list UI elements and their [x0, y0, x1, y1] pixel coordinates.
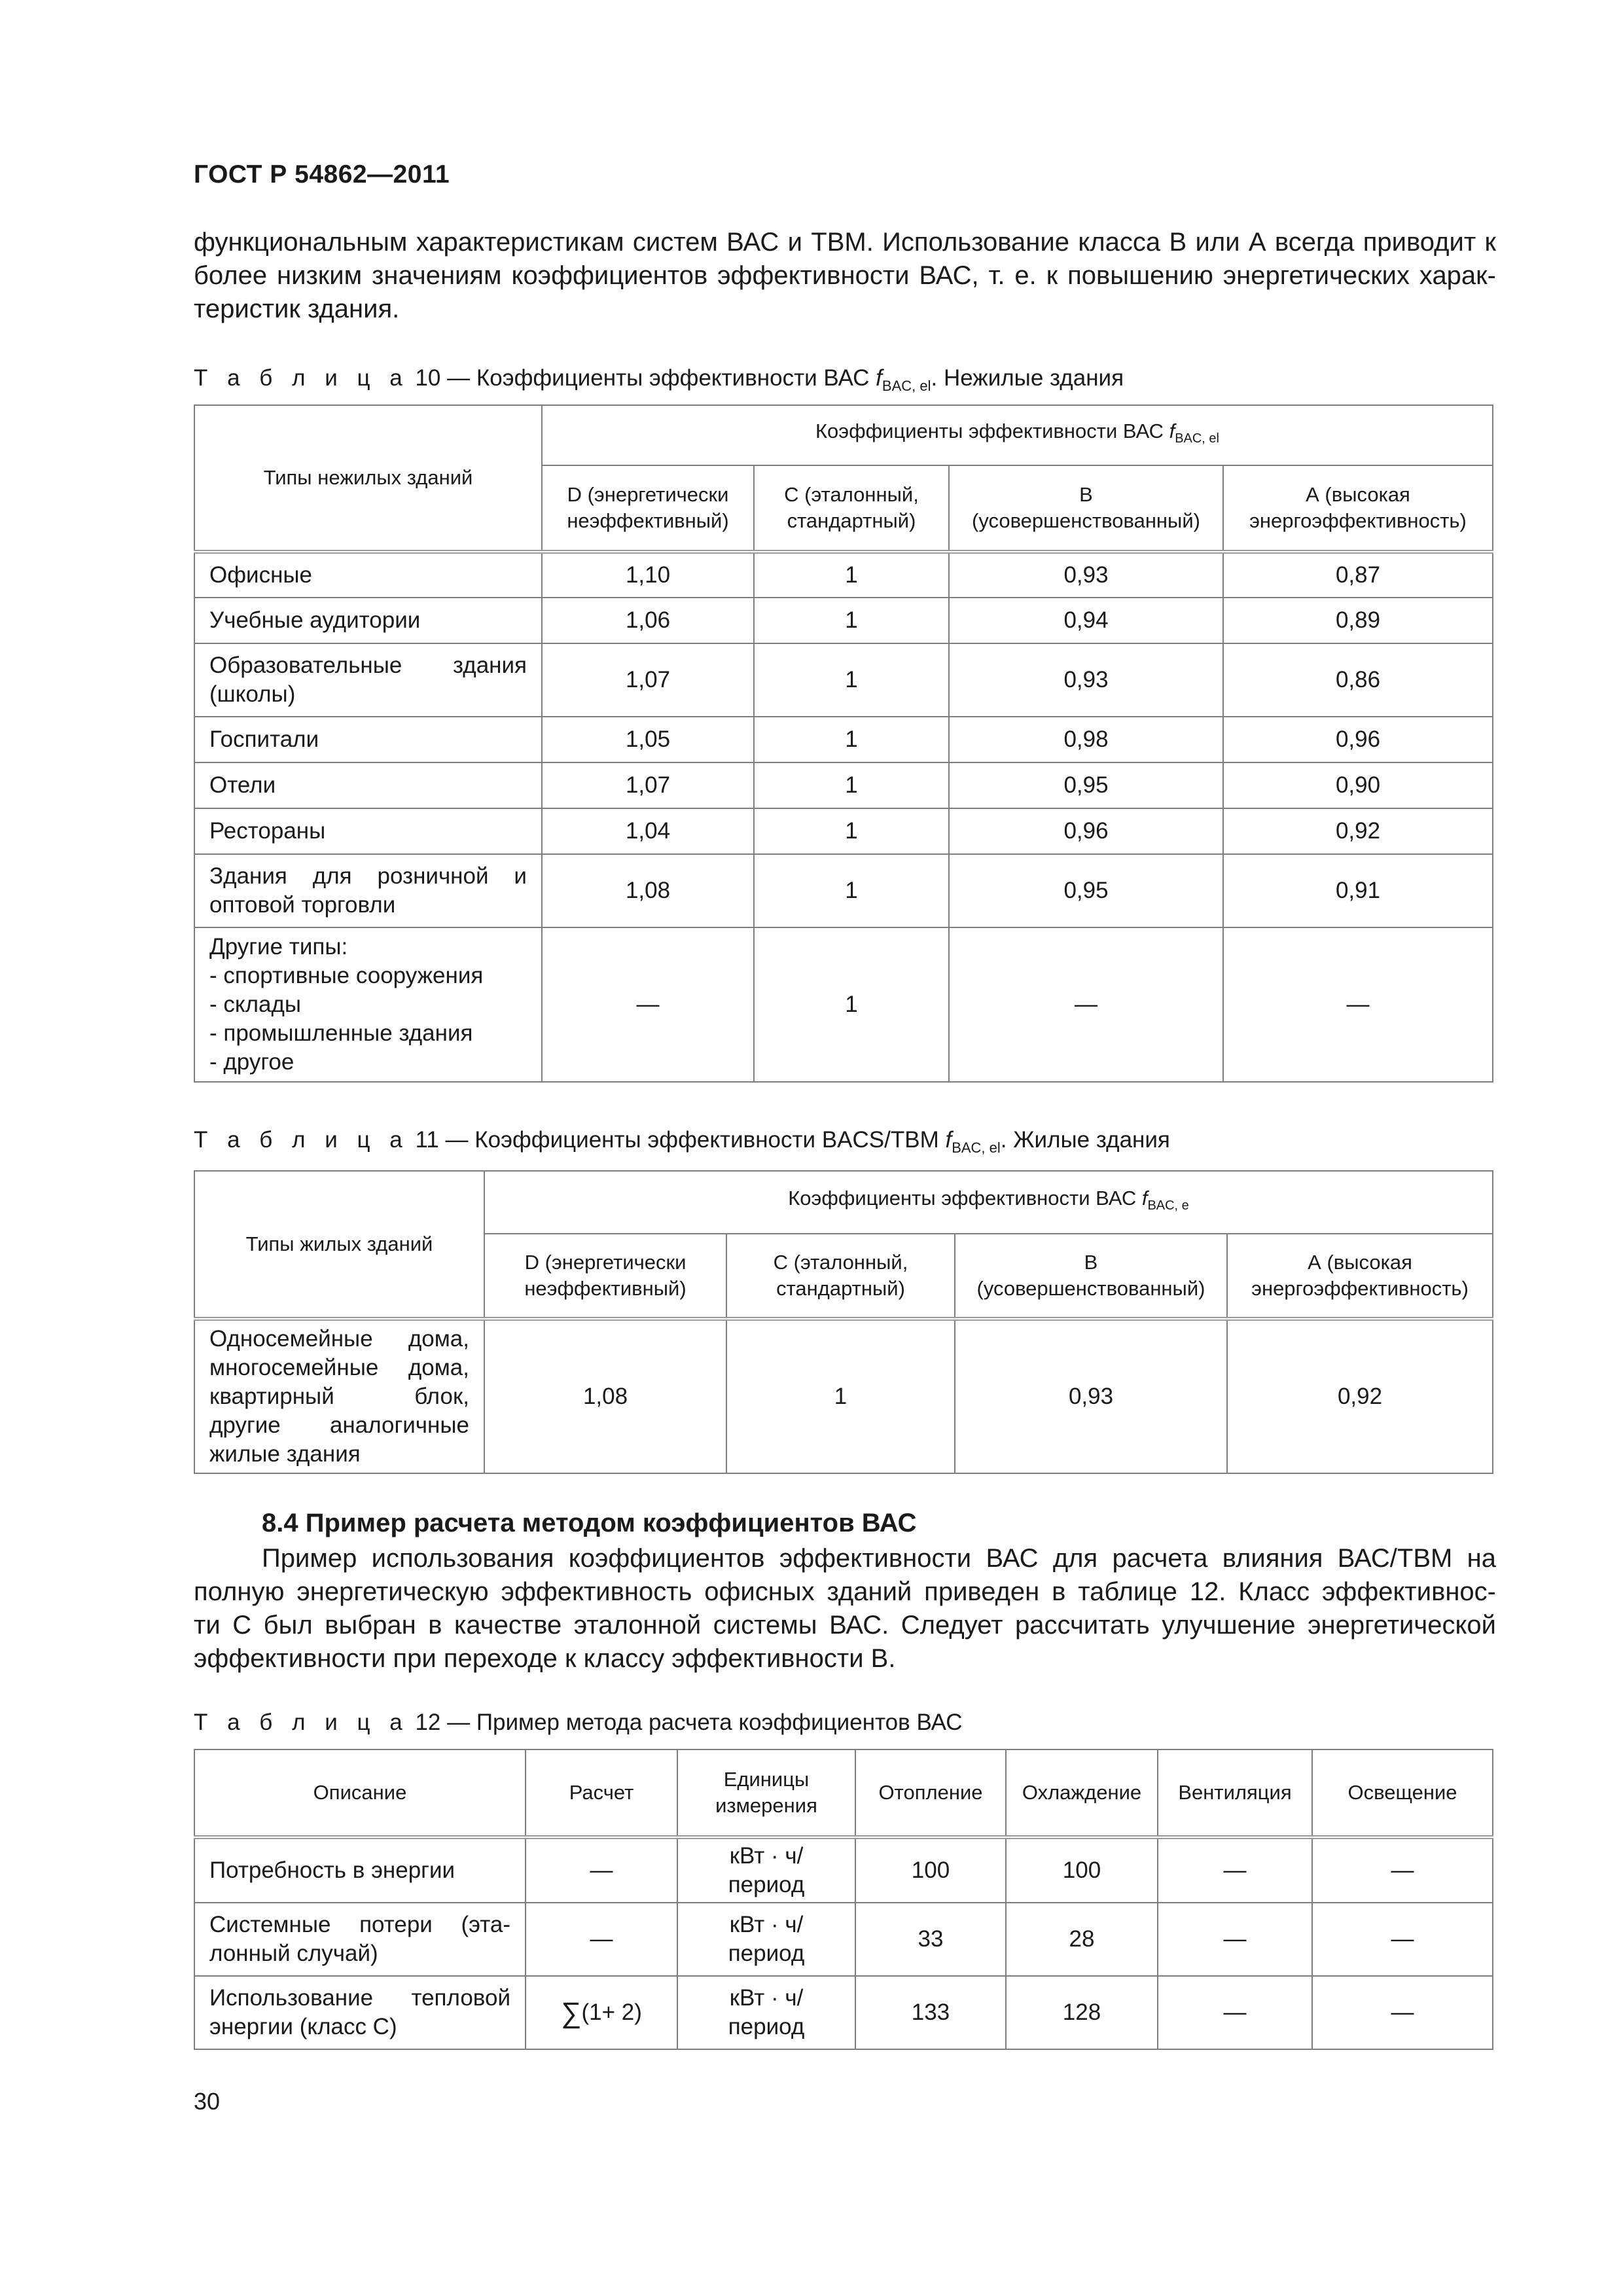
table11 — [194, 1170, 1493, 1474]
cell-class-c: 1 — [754, 854, 949, 927]
sigma-symbol: ∑ — [561, 1996, 582, 2029]
cell-class-a: — — [1223, 927, 1493, 1082]
row-label: Отели — [194, 762, 542, 808]
table-row — [194, 762, 1493, 808]
table10-header-group: Коэффициенты эффективности ВАС $f_{BAC, el}$ — [542, 405, 1493, 465]
section-paragraph — [194, 1542, 1496, 1676]
table12-header-description: Описание — [194, 1749, 526, 1837]
row-label: Госпитали — [194, 717, 542, 762]
cell-ventilation: — — [1158, 1903, 1312, 1976]
table12-header-heating: Отопление — [855, 1749, 1006, 1837]
section-line: ти С был выбран в качестве эталонной системы ВАС. Следует рассчитать улучшение энергетической — [194, 1611, 1496, 1640]
table10-header-class-c: С (эталонный, стандартный) — [754, 465, 949, 552]
table11-header-class-d: D (энергетически неэффективный) — [484, 1234, 726, 1319]
cell-class-d: 1,07 — [542, 762, 754, 808]
cell-heating: 100 — [855, 1837, 1006, 1903]
calc-formula: (1+ 2) — [581, 1999, 642, 2025]
cell-calc: — — [526, 1837, 677, 1903]
cell-class-b: 0,93 — [949, 552, 1223, 598]
table12-header-lighting: Освещение — [1312, 1749, 1493, 1837]
table11-caption — [194, 1127, 1170, 1157]
table-row — [194, 927, 1493, 1082]
table-row — [194, 1976, 1493, 2049]
cell-class-d: 1,05 — [542, 717, 754, 762]
cell-calc-formula — [526, 1976, 677, 2049]
cell-class-a: 0,91 — [1223, 854, 1493, 927]
cell-units: кВт · ч/период — [677, 1903, 855, 1976]
table11-caption-tail: . Жилые здания — [1000, 1127, 1170, 1153]
table-row — [194, 854, 1493, 927]
cell-heating: 33 — [855, 1903, 1006, 1976]
table12-caption — [194, 1710, 962, 1736]
table11-header-class-a: А (высокая энергоэффективность) — [1227, 1234, 1493, 1319]
intro-line: более низким значениям коэффициентов эффективности ВАС, т. е. к повышению энергетических харак- — [194, 261, 1496, 290]
other-types-title: Другие типы: — [209, 934, 348, 960]
intro-line: теристик здания. — [194, 295, 400, 323]
cell-class-a: 0,86 — [1223, 643, 1493, 717]
cell-class-b: 0,96 — [949, 808, 1223, 854]
row-label: Использование тепловой энергии (класс С) — [194, 1976, 526, 2049]
cell-class-c: 1 — [754, 717, 949, 762]
cell-heating: 133 — [855, 1976, 1006, 2049]
table11-header-class-c: С (эталонный, стандартный) — [726, 1234, 955, 1319]
row-label-other-types — [194, 927, 542, 1082]
section-line: полную энергетическую эффективность офисных зданий приведен в таблице 12. Класс эффективнос- — [194, 1577, 1496, 1606]
table10-header-types: Типы нежилых зданий — [194, 405, 542, 552]
cell-class-c: 1 — [754, 643, 949, 717]
cell-class-b: 0,95 — [949, 854, 1223, 927]
document-id: ГОСТ Р 54862—2011 — [194, 160, 450, 188]
table11-caption-symbol: f — [945, 1127, 952, 1153]
list-item: - спортивные сооружения — [209, 963, 484, 988]
cell-class-b: 0,94 — [949, 598, 1223, 643]
cell-class-d: 1,08 — [542, 854, 754, 927]
table11-caption-label: Т а б л и ц а — [194, 1127, 409, 1153]
table-row — [194, 1319, 1493, 1473]
section-line: эффективности при переходе к классу эффективности В. — [194, 1644, 896, 1673]
cell-class-d: 1,07 — [542, 643, 754, 717]
table11-header-class-b: В (усовершенствованный) — [955, 1234, 1227, 1319]
cell-lighting: — — [1312, 1903, 1493, 1976]
cell-class-c: 1 — [754, 598, 949, 643]
list-item: - промышленные здания — [209, 1020, 473, 1046]
table10-caption-symbol: f — [876, 365, 882, 391]
row-label: Потребность в энергии — [194, 1837, 526, 1903]
row-label: Образовательные здания (школы) — [194, 643, 542, 717]
page-number: 30 — [194, 2088, 221, 2115]
table12-caption-label: Т а б л и ц а — [194, 1710, 409, 1735]
table12-header-ventilation: Вентиляция — [1158, 1749, 1312, 1837]
row-label: Односемейные дома, многосемейные дома, квартирный блок, другие аналогичные жилые здания — [194, 1319, 484, 1473]
section-heading: 8.4 Пример расчета методом коэффициентов ВАС — [262, 1509, 917, 1537]
table-row — [194, 1903, 1493, 1976]
table-row — [194, 717, 1493, 762]
table12-caption-text: — Пример метода расчета коэффициентов ВАС — [440, 1710, 963, 1735]
cell-class-b: — — [949, 927, 1223, 1082]
cell-class-b: 0,95 — [949, 762, 1223, 808]
table12-header-units: Единицы измерения — [677, 1749, 855, 1837]
table11-caption-sub: BAC, el — [952, 1139, 1001, 1156]
cell-class-c: 1 — [754, 927, 949, 1082]
intro-paragraph — [194, 226, 1496, 326]
table10-caption-tail: . Нежилые здания — [931, 365, 1124, 391]
table11-caption-number: 11 — [415, 1127, 439, 1153]
table-row — [194, 643, 1493, 717]
cell-units: кВт · ч/период — [677, 1976, 855, 2049]
list-item: - другое — [209, 1049, 294, 1075]
cell-class-c: 1 — [754, 552, 949, 598]
cell-class-c: 1 — [726, 1319, 955, 1473]
cell-class-b: 0,93 — [955, 1319, 1227, 1473]
cell-class-d: 1,08 — [484, 1319, 726, 1473]
table11-caption-text: — Коэффициенты эффективности BACS/ТВМ — [438, 1127, 946, 1153]
row-label: Системные потери (эта-лонный случай) — [194, 1903, 526, 1976]
table12 — [194, 1749, 1493, 2050]
row-label: Рестораны — [194, 808, 542, 854]
table-row — [194, 1837, 1493, 1903]
cell-class-d: — — [542, 927, 754, 1082]
cell-class-a: 0,87 — [1223, 552, 1493, 598]
table10-caption-label: Т а б л и ц а — [194, 365, 409, 391]
cell-ventilation: — — [1158, 1837, 1312, 1903]
cell-class-c: 1 — [754, 808, 949, 854]
row-label: Учебные аудитории — [194, 598, 542, 643]
cell-cooling: 100 — [1006, 1837, 1158, 1903]
table10-header-class-a: А (высокая энергоэффективность) — [1223, 465, 1493, 552]
cell-lighting: — — [1312, 1976, 1493, 2049]
row-label: Офисные — [194, 552, 542, 598]
cell-class-b: 0,98 — [949, 717, 1223, 762]
table12-header-calc: Расчет — [526, 1749, 677, 1837]
cell-class-d: 1,10 — [542, 552, 754, 598]
cell-class-d: 1,04 — [542, 808, 754, 854]
cell-class-a: 0,90 — [1223, 762, 1493, 808]
cell-class-a: 0,96 — [1223, 717, 1493, 762]
cell-class-a: 0,92 — [1223, 808, 1493, 854]
list-item: - склады — [209, 992, 302, 1017]
section-line: Пример использования коэффициентов эффективности ВАС для расчета влияния ВАС/ТВМ на — [262, 1544, 1496, 1573]
table10-caption-text: — Коэффициенты эффективности ВАС — [440, 365, 876, 391]
cell-calc: — — [526, 1903, 677, 1976]
table12-header-cooling: Охлаждение — [1006, 1749, 1158, 1837]
cell-class-d: 1,06 — [542, 598, 754, 643]
row-label: Здания для розничной и оптовой торговли — [194, 854, 542, 927]
cell-cooling: 128 — [1006, 1976, 1158, 2049]
table10-caption-number: 10 — [415, 365, 441, 391]
cell-lighting: — — [1312, 1837, 1493, 1903]
cell-class-a: 0,92 — [1227, 1319, 1493, 1473]
table-row — [194, 808, 1493, 854]
table10-header-class-d: D (энергетически неэффективный) — [542, 465, 754, 552]
table-row — [194, 552, 1493, 598]
cell-class-b: 0,93 — [949, 643, 1223, 717]
intro-line: функциональным характеристикам систем ВАС и ТВМ. Использование класса В или А всегда приводит к — [194, 228, 1496, 257]
table10-header-class-b: В (усовершенствованный) — [949, 465, 1223, 552]
table10 — [194, 404, 1493, 1083]
cell-ventilation: — — [1158, 1976, 1312, 2049]
table-row — [194, 598, 1493, 643]
cell-class-c: 1 — [754, 762, 949, 808]
table11-header-group: Коэффициенты эффективности ВАС $f_{BAC, e}$ — [484, 1171, 1493, 1234]
cell-class-a: 0,89 — [1223, 598, 1493, 643]
cell-units: кВт · ч/период — [677, 1837, 855, 1903]
table10-caption-sub: BAC, el — [882, 378, 931, 394]
table12-caption-number: 12 — [415, 1710, 441, 1735]
table10-caption — [194, 365, 1124, 395]
cell-cooling: 28 — [1006, 1903, 1158, 1976]
table11-header-types: Типы жилых зданий — [194, 1171, 484, 1319]
